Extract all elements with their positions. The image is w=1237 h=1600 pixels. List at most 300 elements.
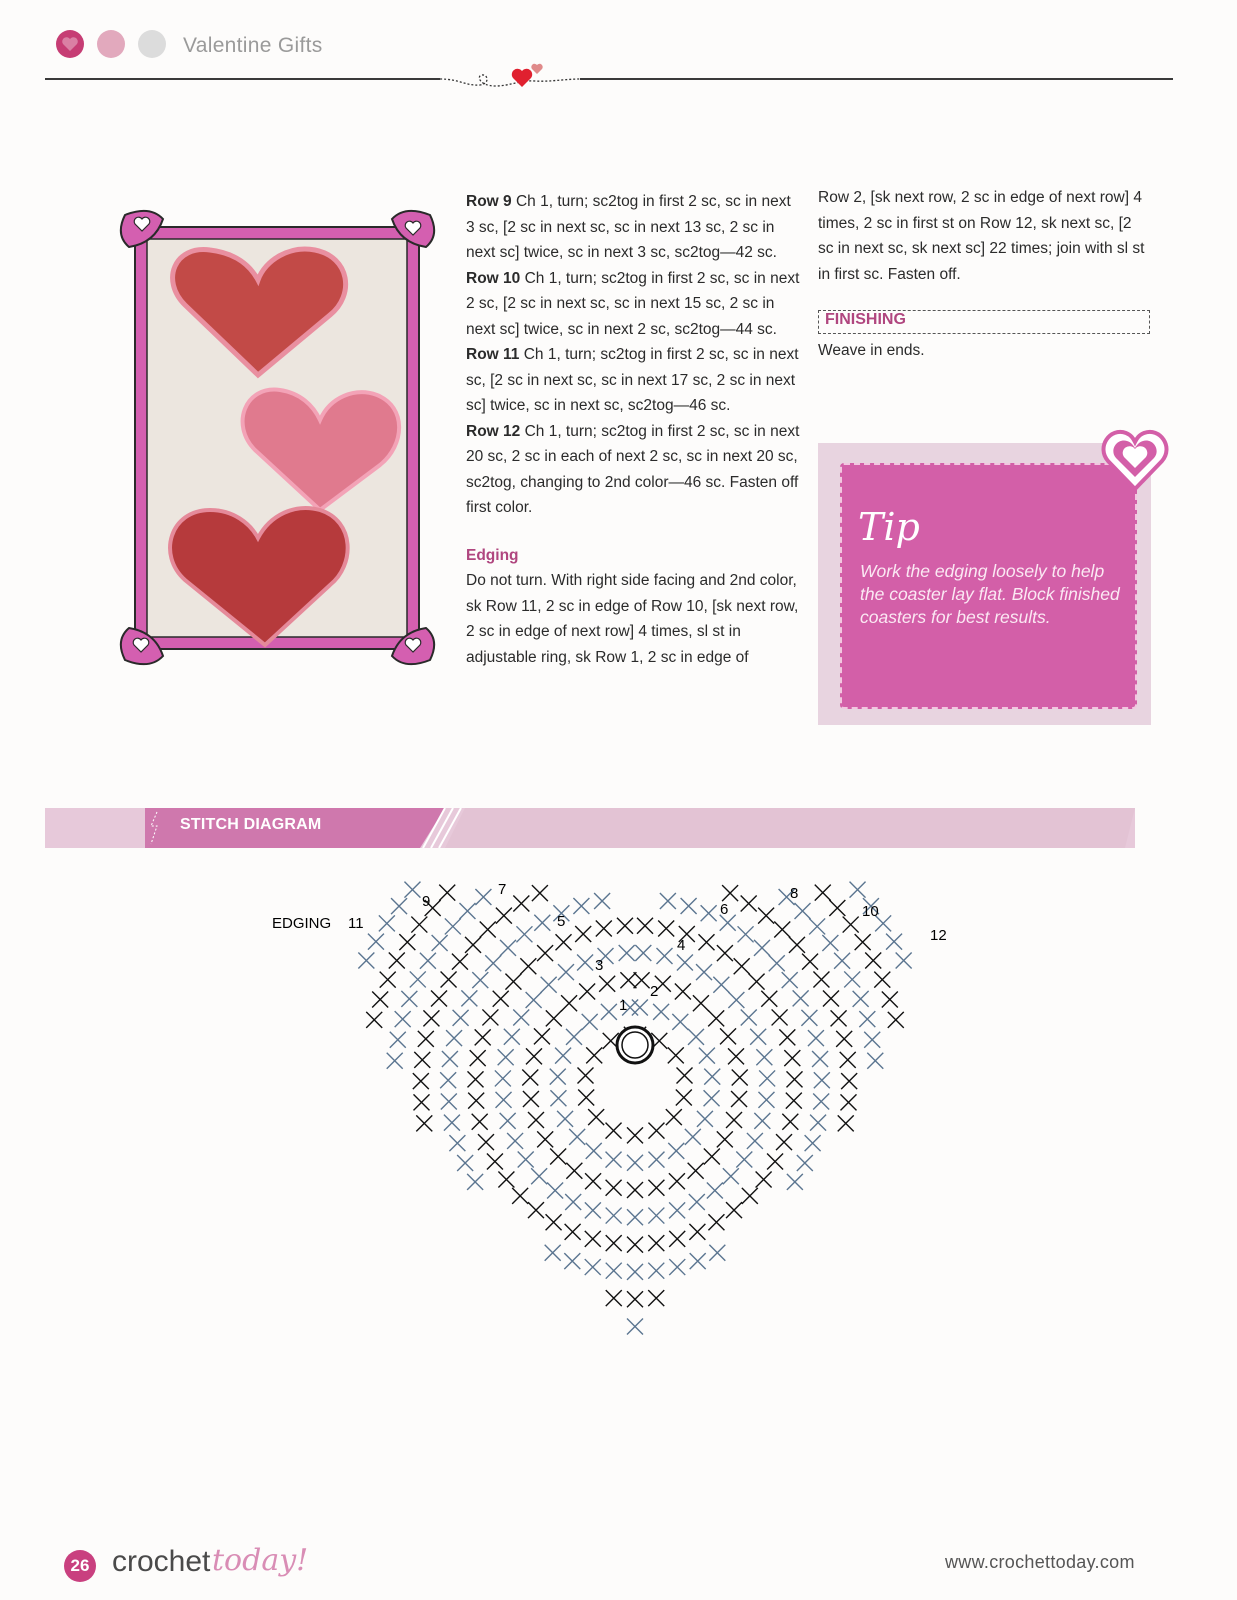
brand-logo-main: crochet	[112, 1545, 211, 1578]
stitch-mark	[606, 1152, 622, 1168]
stitch-mark	[512, 1188, 528, 1204]
stitch-mark	[418, 1031, 434, 1047]
stitch-mark	[561, 995, 577, 1011]
stitch-mark	[526, 992, 542, 1008]
stitch-mark	[588, 1109, 604, 1125]
stitch-mark	[859, 1011, 875, 1027]
stitch-mark	[805, 1135, 821, 1151]
stitch-mark	[867, 1053, 883, 1069]
row-10-text: Ch 1, turn; sc2tog in first 2 sc, sc in next 2 sc, [2 sc in next sc, sc in next 15 sc, 2 sc in next sc] twice, sc in next 2 sc, sc2tog—44 sc.	[466, 269, 800, 338]
stitch-mark	[617, 918, 633, 934]
edging-label: EDGING	[272, 915, 332, 932]
stitch-mark	[487, 1154, 503, 1170]
stitch-chart	[250, 880, 1040, 1520]
heart-icon	[56, 30, 84, 58]
heart-stitch-diagram	[250, 880, 1040, 1520]
row-number-6: 6	[720, 901, 729, 918]
stitch-mark	[585, 1259, 601, 1275]
stitch-mark	[582, 1014, 598, 1030]
stitch-mark	[855, 934, 871, 950]
stitch-mark	[606, 1123, 622, 1139]
stitch-mark	[505, 974, 521, 990]
stitch-mark	[728, 992, 744, 1008]
stitch-mark	[688, 1029, 704, 1045]
stitch-mark	[704, 1090, 720, 1106]
stitch-mark	[648, 1180, 664, 1196]
stitch-mark	[444, 1115, 460, 1131]
stitch-mark	[468, 1071, 484, 1087]
stitch-mark	[776, 1134, 792, 1150]
stitch-mark	[874, 972, 890, 988]
stitch-mark	[457, 1155, 473, 1171]
stitch-mark	[368, 934, 384, 950]
stitch-mark	[648, 1263, 664, 1279]
stitch-mark	[668, 1047, 684, 1063]
row-9-instruction	[466, 189, 801, 266]
stitch-mark	[634, 972, 650, 988]
stitch-mark	[693, 995, 709, 1011]
stitch-mark	[414, 1094, 430, 1110]
edging-continued-text: Row 2, [sk next row, 2 sc in edge of next row] 4 times, 2 sc in first st on Row 12, sk next sc, [2 sc in next sc, sk next sc] 22 times; join with sl st in first sc. Fasten off.	[818, 189, 1145, 283]
stitch-mark	[423, 1010, 439, 1026]
stitch-mark	[888, 1012, 904, 1028]
stitch-mark	[579, 984, 595, 1000]
stitch-mark	[528, 1112, 544, 1128]
stitch-mark	[747, 1133, 763, 1149]
row-12-text: Ch 1, turn; sc2tog in first 2 sc, sc in next 20 sc, 2 sc in each of next 2 sc, sc in next 20 sc, sc2tog, changing to 2nd color—46 sc. Fasten off first color.	[466, 422, 800, 516]
stitch-mark	[627, 1155, 643, 1171]
stitch-mark	[528, 1202, 544, 1218]
stitch-mark	[669, 1259, 685, 1275]
stitch-mark	[829, 900, 845, 916]
stitch-mark	[681, 898, 697, 914]
stitch-mark	[585, 1231, 601, 1247]
stitch-mark	[550, 1149, 566, 1165]
stitch-mark	[789, 937, 805, 953]
stitch-mark	[689, 1224, 705, 1240]
stitch-mark	[594, 893, 610, 909]
stitch-mark	[782, 1114, 798, 1130]
stitch-mark	[853, 991, 869, 1007]
stitch-mark	[577, 1068, 593, 1084]
stitch-mark	[485, 955, 501, 971]
stitch-mark	[586, 1047, 602, 1063]
stitch-mark	[472, 972, 488, 988]
stitch-mark	[599, 976, 615, 992]
header-dot-3	[138, 30, 166, 58]
stitch-mark	[731, 1091, 747, 1107]
stitch-mark	[537, 945, 553, 961]
stitch-diagram-label: STITCH DIAGRAM	[180, 816, 322, 833]
stitch-mark	[627, 1291, 643, 1307]
stitch-mark	[676, 1090, 692, 1106]
stitch-mark	[564, 1253, 580, 1269]
stitch-mark	[526, 1048, 542, 1064]
stitch-mark	[496, 1092, 512, 1108]
stitch-mark	[840, 1094, 856, 1110]
stitch-mark	[666, 1109, 682, 1125]
stitch-mark	[698, 934, 714, 950]
stitch-mark	[627, 1209, 643, 1225]
finishing-text: Weave in ends.	[818, 342, 925, 359]
stitch-mark	[720, 1028, 736, 1044]
stitch-mark	[596, 920, 612, 936]
stitch-mark	[677, 954, 693, 970]
stitch-mark	[627, 1319, 643, 1335]
header-dot-1	[56, 30, 84, 58]
brand-logo-script: today!	[212, 1543, 309, 1578]
stitch-mark	[390, 1032, 406, 1048]
stitch-mark	[557, 1111, 573, 1127]
row-number-8: 8	[790, 885, 799, 902]
stitch-mark	[797, 1155, 813, 1171]
stitch-mark	[759, 1070, 775, 1086]
stitch-mark	[410, 971, 426, 987]
stitch-mark	[507, 1133, 523, 1149]
tip-heart-icon	[1100, 425, 1170, 495]
stitch-mark	[372, 991, 388, 1007]
stitch-mark	[627, 1264, 643, 1280]
stitch-mark	[601, 1004, 617, 1020]
website-url[interactable]: www.crochettoday.com	[945, 1552, 1135, 1572]
stitch-mark	[672, 1014, 688, 1030]
stitch-mark	[566, 1163, 582, 1179]
stitch-mark	[688, 1163, 704, 1179]
stitch-mark	[500, 1113, 516, 1129]
stitch-mark	[726, 1202, 742, 1218]
stitch-mark	[810, 1115, 826, 1131]
stitch-mark	[545, 1245, 561, 1261]
stitch-mark	[736, 1152, 752, 1168]
stitch-mark	[441, 972, 457, 988]
stitch-mark	[534, 1028, 550, 1044]
stitch-mark	[585, 1173, 601, 1189]
stitch-mark	[496, 908, 512, 924]
row-11-instruction	[466, 342, 801, 419]
row-11-text: Ch 1, turn; sc2tog in first 2 sc, sc in next sc, [2 sc in next sc, sc in next 17 sc, 2 sc in next sc] twice, sc in next sc, sc2tog—46 sc.	[466, 346, 799, 414]
stitch-mark	[442, 1051, 458, 1067]
stitch-mark	[685, 1129, 701, 1145]
stitch-mark	[741, 895, 757, 911]
stitch-mark	[758, 1092, 774, 1108]
stitch-mark	[395, 1011, 411, 1027]
stitch-mark	[518, 1152, 534, 1168]
stitch-mark	[809, 918, 825, 934]
stitch-mark	[358, 952, 374, 968]
stitch-mark	[522, 1070, 538, 1086]
stitch-mark	[504, 1029, 520, 1045]
stitch-mark	[635, 945, 651, 961]
stitch-mark	[619, 945, 635, 961]
finishing-heading: FINISHING	[825, 311, 906, 328]
stitch-mark	[836, 1031, 852, 1047]
stitch-mark	[742, 1188, 758, 1204]
stitch-mark	[726, 1112, 742, 1128]
coasters-photo	[115, 205, 440, 670]
stitch-mark	[523, 1091, 539, 1107]
stitch-mark	[420, 953, 436, 969]
stitch-mark	[865, 952, 881, 968]
stitch-mark	[441, 1094, 457, 1110]
stitch-mark	[413, 1073, 429, 1089]
stitch-mark	[822, 935, 838, 951]
stitch-mark	[738, 926, 754, 942]
stitch-mark	[648, 1152, 664, 1168]
tip-title: Tip	[858, 505, 920, 549]
row-11-label: Row 11	[466, 346, 520, 363]
stitch-mark	[669, 1231, 685, 1247]
stitch-mark	[841, 1073, 857, 1089]
stitch-mark	[416, 1115, 432, 1131]
stitch-mark	[864, 1032, 880, 1048]
instructions-column-1	[466, 189, 801, 670]
stitch-mark	[475, 1029, 491, 1045]
stitch-mark	[627, 1127, 643, 1143]
stitch-mark	[472, 1114, 488, 1130]
stitch-mark	[701, 905, 717, 921]
stitch-mark	[627, 1237, 643, 1253]
stitch-mark	[569, 1129, 585, 1145]
row-12-label: Row 12	[466, 422, 521, 440]
stitch-mark	[379, 915, 395, 931]
stitch-mark	[565, 1194, 581, 1210]
stitch-mark	[769, 955, 785, 971]
heart-icon	[531, 64, 542, 74]
stitch-mark	[704, 1149, 720, 1165]
stitch-mark	[513, 895, 529, 911]
row-12-instruction	[466, 419, 801, 521]
header-divider	[45, 78, 1173, 80]
stitch-mark	[606, 1290, 622, 1306]
stitch-mark	[468, 1093, 484, 1109]
stitch-mark	[366, 1012, 382, 1028]
stitch-mark	[708, 1214, 724, 1230]
stitch-mark	[707, 1182, 723, 1198]
stitch-mark	[756, 1049, 772, 1065]
stitch-mark	[532, 885, 548, 901]
stitch-mark	[774, 921, 790, 937]
stitch-mark	[439, 885, 455, 901]
stitch-mark	[896, 952, 912, 968]
stitch-mark	[717, 945, 733, 961]
stitch-mark	[495, 1070, 511, 1086]
stitch-mark	[648, 1208, 664, 1224]
stitch-mark	[480, 921, 496, 937]
stitch-mark	[546, 1214, 562, 1230]
stitch-mark	[704, 1069, 720, 1085]
stitch-mark	[606, 1235, 622, 1251]
stitch-mark	[465, 937, 481, 953]
stitch-mark	[573, 898, 589, 914]
stitch-mark	[699, 1048, 715, 1064]
stitch-mark	[566, 1029, 582, 1045]
stitch-mark	[754, 1113, 770, 1129]
stitch-mark	[498, 1172, 514, 1188]
stitch-mark	[547, 1182, 563, 1198]
stitch-mark	[389, 952, 405, 968]
stitch-mark	[461, 990, 477, 1006]
heart-icon	[512, 69, 532, 87]
stitch-mark	[813, 1094, 829, 1110]
stitch-mark	[844, 971, 860, 987]
stitch-mark	[401, 991, 417, 1007]
stitch-mark	[648, 1290, 664, 1306]
stitch-mark	[717, 1131, 733, 1147]
stitch-mark	[677, 1068, 693, 1084]
stitch-mark	[391, 898, 407, 914]
stitch-mark	[732, 1070, 748, 1086]
stitch-mark	[387, 1053, 403, 1069]
stitch-mark	[696, 964, 712, 980]
stitch-mark	[723, 1168, 739, 1184]
row-number-9: 9	[422, 893, 431, 910]
stitch-mark	[812, 1051, 828, 1067]
stitch-mark	[531, 1168, 547, 1184]
stitch-mark	[470, 1050, 486, 1066]
edging-text: Do not turn. With right side facing and 2nd color, sk Row 11, 2 sc in edge of Row 10, [sk next row, 2 sc in edge of next row] 4 times, sl st in adjustable ring, sk Row 1, 2 sc in edge of	[466, 572, 799, 666]
stitch-mark	[886, 934, 902, 950]
stitch-mark	[414, 1052, 430, 1068]
stitch-mark	[784, 1050, 800, 1066]
stitch-mark	[493, 991, 509, 1007]
stitch-mark	[669, 1173, 685, 1189]
stitch-mark	[786, 1093, 802, 1109]
stitch-mark	[541, 977, 557, 993]
stitch-mark	[520, 958, 536, 974]
stitch-mark	[767, 1154, 783, 1170]
stitch-mark	[627, 1182, 643, 1198]
stitch-mark	[795, 903, 811, 919]
row-number-3: 3	[595, 957, 604, 974]
stitch-mark	[550, 1069, 566, 1085]
row-9-label: Row 9	[466, 193, 512, 210]
section-title: Valentine Gifts	[183, 34, 323, 57]
stitch-mark	[808, 1030, 824, 1046]
stitch-mark	[453, 1010, 469, 1026]
stitch-mark	[814, 1072, 830, 1088]
stitch-mark	[432, 935, 448, 951]
stitch-mark	[750, 1029, 766, 1045]
stitch-mark	[534, 915, 550, 931]
stitch-mark	[399, 934, 415, 950]
stitch-mark	[749, 974, 765, 990]
stitch-mark	[516, 926, 532, 942]
stitch-mark	[498, 1049, 514, 1065]
stitch-mark	[449, 1135, 465, 1151]
stitch-mark	[550, 1090, 566, 1106]
stitch-mark	[500, 940, 516, 956]
header-dot-2	[97, 30, 125, 58]
instructions-column-2	[818, 185, 1148, 287]
stitch-mark	[756, 1172, 772, 1188]
stitch-mark	[668, 1143, 684, 1159]
stitch-mark	[440, 1072, 456, 1088]
stitch-mark	[815, 885, 831, 901]
stitch-mark	[708, 1010, 724, 1026]
stitch-mark	[537, 1131, 553, 1147]
stitch-mark	[404, 882, 420, 898]
stitch-mark	[565, 1224, 581, 1240]
stitch-mark	[459, 903, 475, 919]
row-number-5: 5	[557, 913, 566, 930]
row-number-12: 12	[930, 927, 947, 944]
stitch-mark	[779, 1029, 795, 1045]
stitch-mark	[578, 1090, 594, 1106]
stitch-mark	[452, 954, 468, 970]
row-number-7: 7	[498, 881, 507, 898]
stitch-mark	[761, 991, 777, 1007]
stitch-mark	[445, 918, 461, 934]
stitch-mark	[813, 972, 829, 988]
stitch-mark	[728, 1048, 744, 1064]
stitch-mark	[843, 917, 859, 933]
stitch-mark	[637, 918, 653, 934]
edging-heading: Edging	[466, 546, 519, 564]
stitch-mark	[713, 977, 729, 993]
stitch-mark	[446, 1030, 462, 1046]
stitch-mark	[690, 1253, 706, 1269]
stitch-mark	[823, 991, 839, 1007]
stitch-mark	[632, 999, 648, 1015]
stitch-mark	[831, 1010, 847, 1026]
stitch-mark	[411, 917, 427, 933]
stitch-mark	[758, 908, 774, 924]
stitch-mark	[546, 1010, 562, 1026]
row-9-text: Ch 1, turn; sc2tog in first 2 sc, sc in next 3 sc, [2 sc in next sc, sc in next 13 sc, 2 sc in next sc] twice, sc in next 3 sc, sc2tog—42 sc.	[466, 193, 791, 261]
stitch-mark	[648, 1123, 664, 1139]
row-number-10: 10	[862, 903, 879, 920]
stitch-mark	[838, 1115, 854, 1131]
stitch-mark	[734, 958, 750, 974]
stitch-mark	[669, 1202, 685, 1218]
stitch-mark	[801, 1010, 817, 1026]
stitch-mark	[882, 991, 898, 1007]
stitch-mark	[467, 1174, 483, 1190]
stitch-mark	[840, 1052, 856, 1068]
stitch-mark	[555, 1048, 571, 1064]
row-number-1: 1	[619, 997, 628, 1014]
stitch-mark	[834, 953, 850, 969]
stitch-mark	[585, 1202, 601, 1218]
row-number-4: 4	[677, 937, 686, 954]
stitch-mark	[575, 926, 591, 942]
stitch-mark	[648, 1235, 664, 1251]
tip-text: Work the edging loosely to help the coaster lay flat. Block finished coasters for best results.	[860, 561, 1120, 627]
stitch-mark	[586, 1143, 602, 1159]
stitch-mark	[793, 990, 809, 1006]
stitch-mark	[606, 1263, 622, 1279]
stitch-mark	[660, 893, 676, 909]
stitch-mark	[475, 889, 491, 905]
stitch-mark	[513, 1009, 529, 1025]
stitch-mark	[697, 1111, 713, 1127]
stitch-mark	[556, 934, 572, 950]
stitch-mark	[482, 1009, 498, 1025]
stitch-mark	[478, 1134, 494, 1150]
stitch-mark	[754, 940, 770, 956]
stitch-mark	[782, 972, 798, 988]
stitch-mark	[689, 1194, 705, 1210]
stitch-mark	[657, 948, 673, 964]
row-number-11: 11	[348, 915, 364, 932]
row-10-instruction	[466, 266, 801, 343]
row-10-label: Row 10	[466, 269, 521, 287]
stitch-mark	[787, 1174, 803, 1190]
stitch-mark	[577, 954, 593, 970]
stitch-mark	[606, 1180, 622, 1196]
stitch-mark	[722, 885, 738, 901]
stitch-mark	[653, 1004, 669, 1020]
